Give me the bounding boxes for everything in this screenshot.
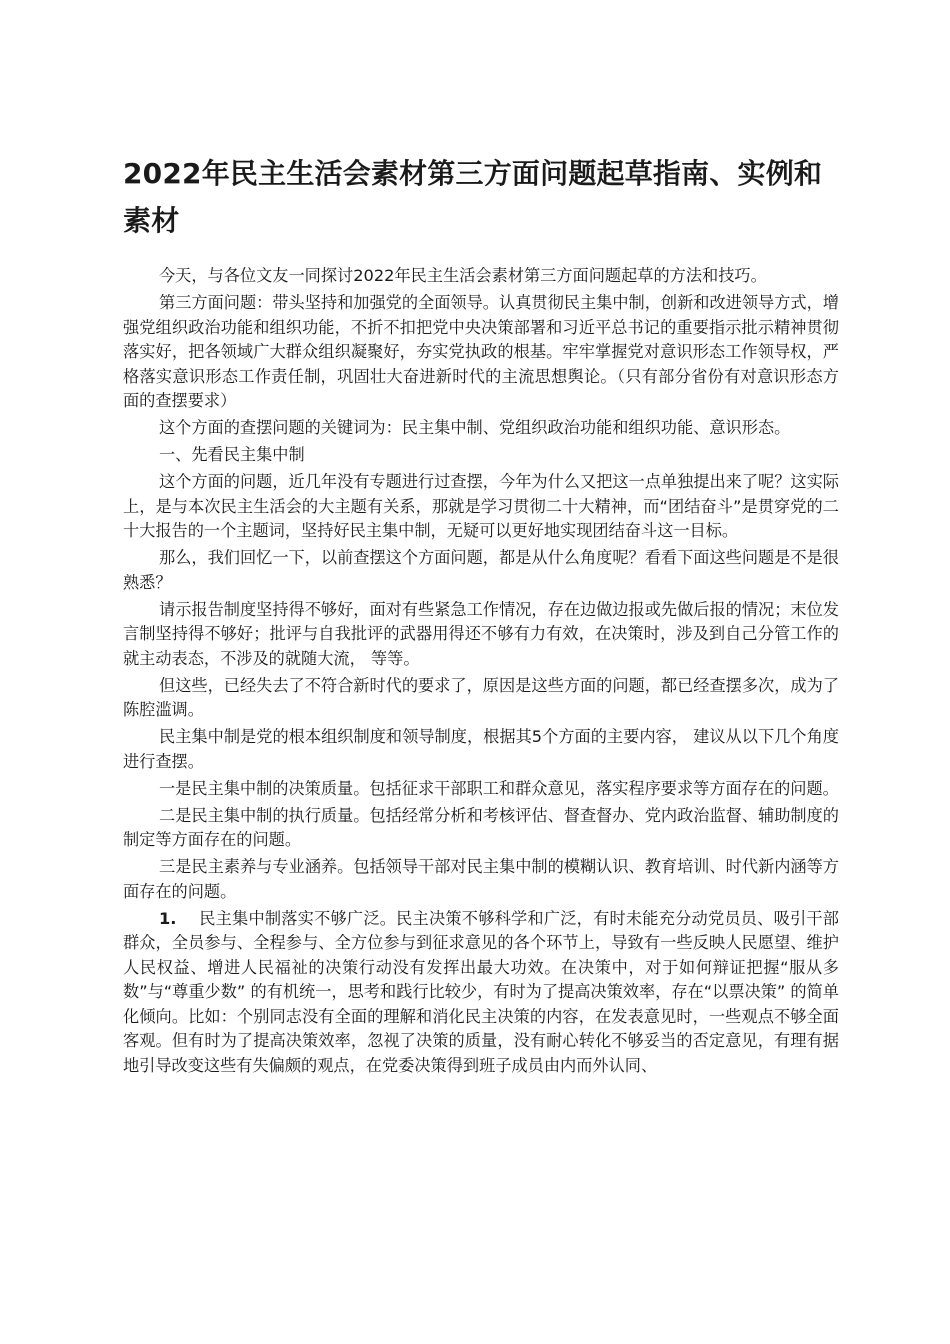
- numbered-item-1: [123, 907, 839, 1079]
- item-number: 1.: [159, 908, 177, 928]
- paragraph-third-aspect: 第三方面问题：带头坚持和加强党的全面领导。认真贯彻民主集中制，创新和改进领导方式，增强党组织政治功能和组织功能，不折不扣把党中央决策部署和习近平总书记的重要指示批示精神贯彻落实好，把各领域广大群众组织凝聚好，夯实党执政的根基。牢牢掌握党对意识形态工作领导权，严格落实意识形态工作责任制，巩固壮大奋进新时代的主流思想舆论。（只有部分省份有对意识形态方面的查摆要求）: [123, 293, 839, 410]
- paragraph-intro: 今天，与各位文友一同探讨2022年民主生活会素材第三方面问题起草的方法和技巧。: [159, 266, 767, 285]
- paragraph-old-problems: 请示报告制度坚持得不够好，面对有些紧急工作情况，存在边做边报或先做后报的情况；末位发言制坚持得不够好；批评与自我批评的武器用得还不够有力有效，在决策时，涉及到自己分管工作的就主动表态，不涉及的就随大流， 等等。: [123, 599, 839, 668]
- paragraph-angle-2: 二是民主集中制的执行质量。包括经常分析和考核评估、督查督办、党内政治监督、辅助制度的制定等方面存在的问题。: [123, 805, 839, 849]
- paragraph-outdated: 但这些，已经失去了不符合新时代的要求了，原因是这些方面的问题，都已经查摆多次，成为了陈腔滥调。: [123, 675, 839, 719]
- paragraph-recall: 那么，我们回忆一下，以前查摆这个方面问题，都是从什么角度呢？看看下面这些问题是不是很熟悉？: [123, 548, 839, 592]
- paragraph-angle-3: 三是民主素养与专业涵养。包括领导干部对民主集中制的模糊认识、教育培训、时代新内涵等方面存在的问题。: [123, 857, 839, 901]
- paragraph-why-now: 这个方面的问题，近几年没有专题进行过查摆，今年为什么又把这一点单独提出来了呢？这实际上，是与本次民主生活会的大主题有关系，那就是学习贯彻二十大精神，而“团结奋斗”是贯穿党的二十大报告的一个主题词，坚持好民主集中制，无疑可以更好地实现团结奋斗这一目标。: [123, 472, 839, 540]
- paragraph-keywords: 这个方面的查摆问题的关键词为：民主集中制、党组织政治功能和组织功能、意识形态。: [159, 418, 791, 437]
- document-page: [123, 150, 839, 1081]
- section-heading-democratic-centralism: 一、先看民主集中制: [159, 445, 305, 464]
- paragraph-angle-1: 一是民主集中制的决策质量。包括征求干部职工和群众意见，落实程序要求等方面存在的问题。: [159, 778, 839, 798]
- document-title: 2022年民主生活会素材第三方面问题起草指南、实例和素材: [123, 157, 823, 237]
- item-text: 民主集中制落实不够广泛。民主决策不够科学和广泛，有时未能充分动党员员、吸引干部群众，全员参与、全程参与、全方位参与到征求意见的各个环节上，导致有一些反映人民愿望、维护人民权益、增进人民福祉的决策行动没有发挥出最大功效。在决策中，对于如何辩证把握“服从多数”与“尊重少数” 的有机统一，思考和践行比较少，有时为了提高决策效率，存在“以票决策” 的简单化倾向。比如：个别同志没有全面的理解和消化民主决策的内容，在发表意见时，一些观点不够全面客观。但有时为了提高决策效率，忽视了决策的质量，没有耐心转化不够妥当的否定意见，有理有据地引导改变这些有失偏颇的观点，在党委决策得到班子成员由内而外认同、: [123, 908, 839, 1075]
- paragraph-angles: 民主集中制是党的根本组织制度和领导制度，根据其5个方面的主要内容， 建议从以下几个角度进行查摆。: [123, 727, 839, 771]
